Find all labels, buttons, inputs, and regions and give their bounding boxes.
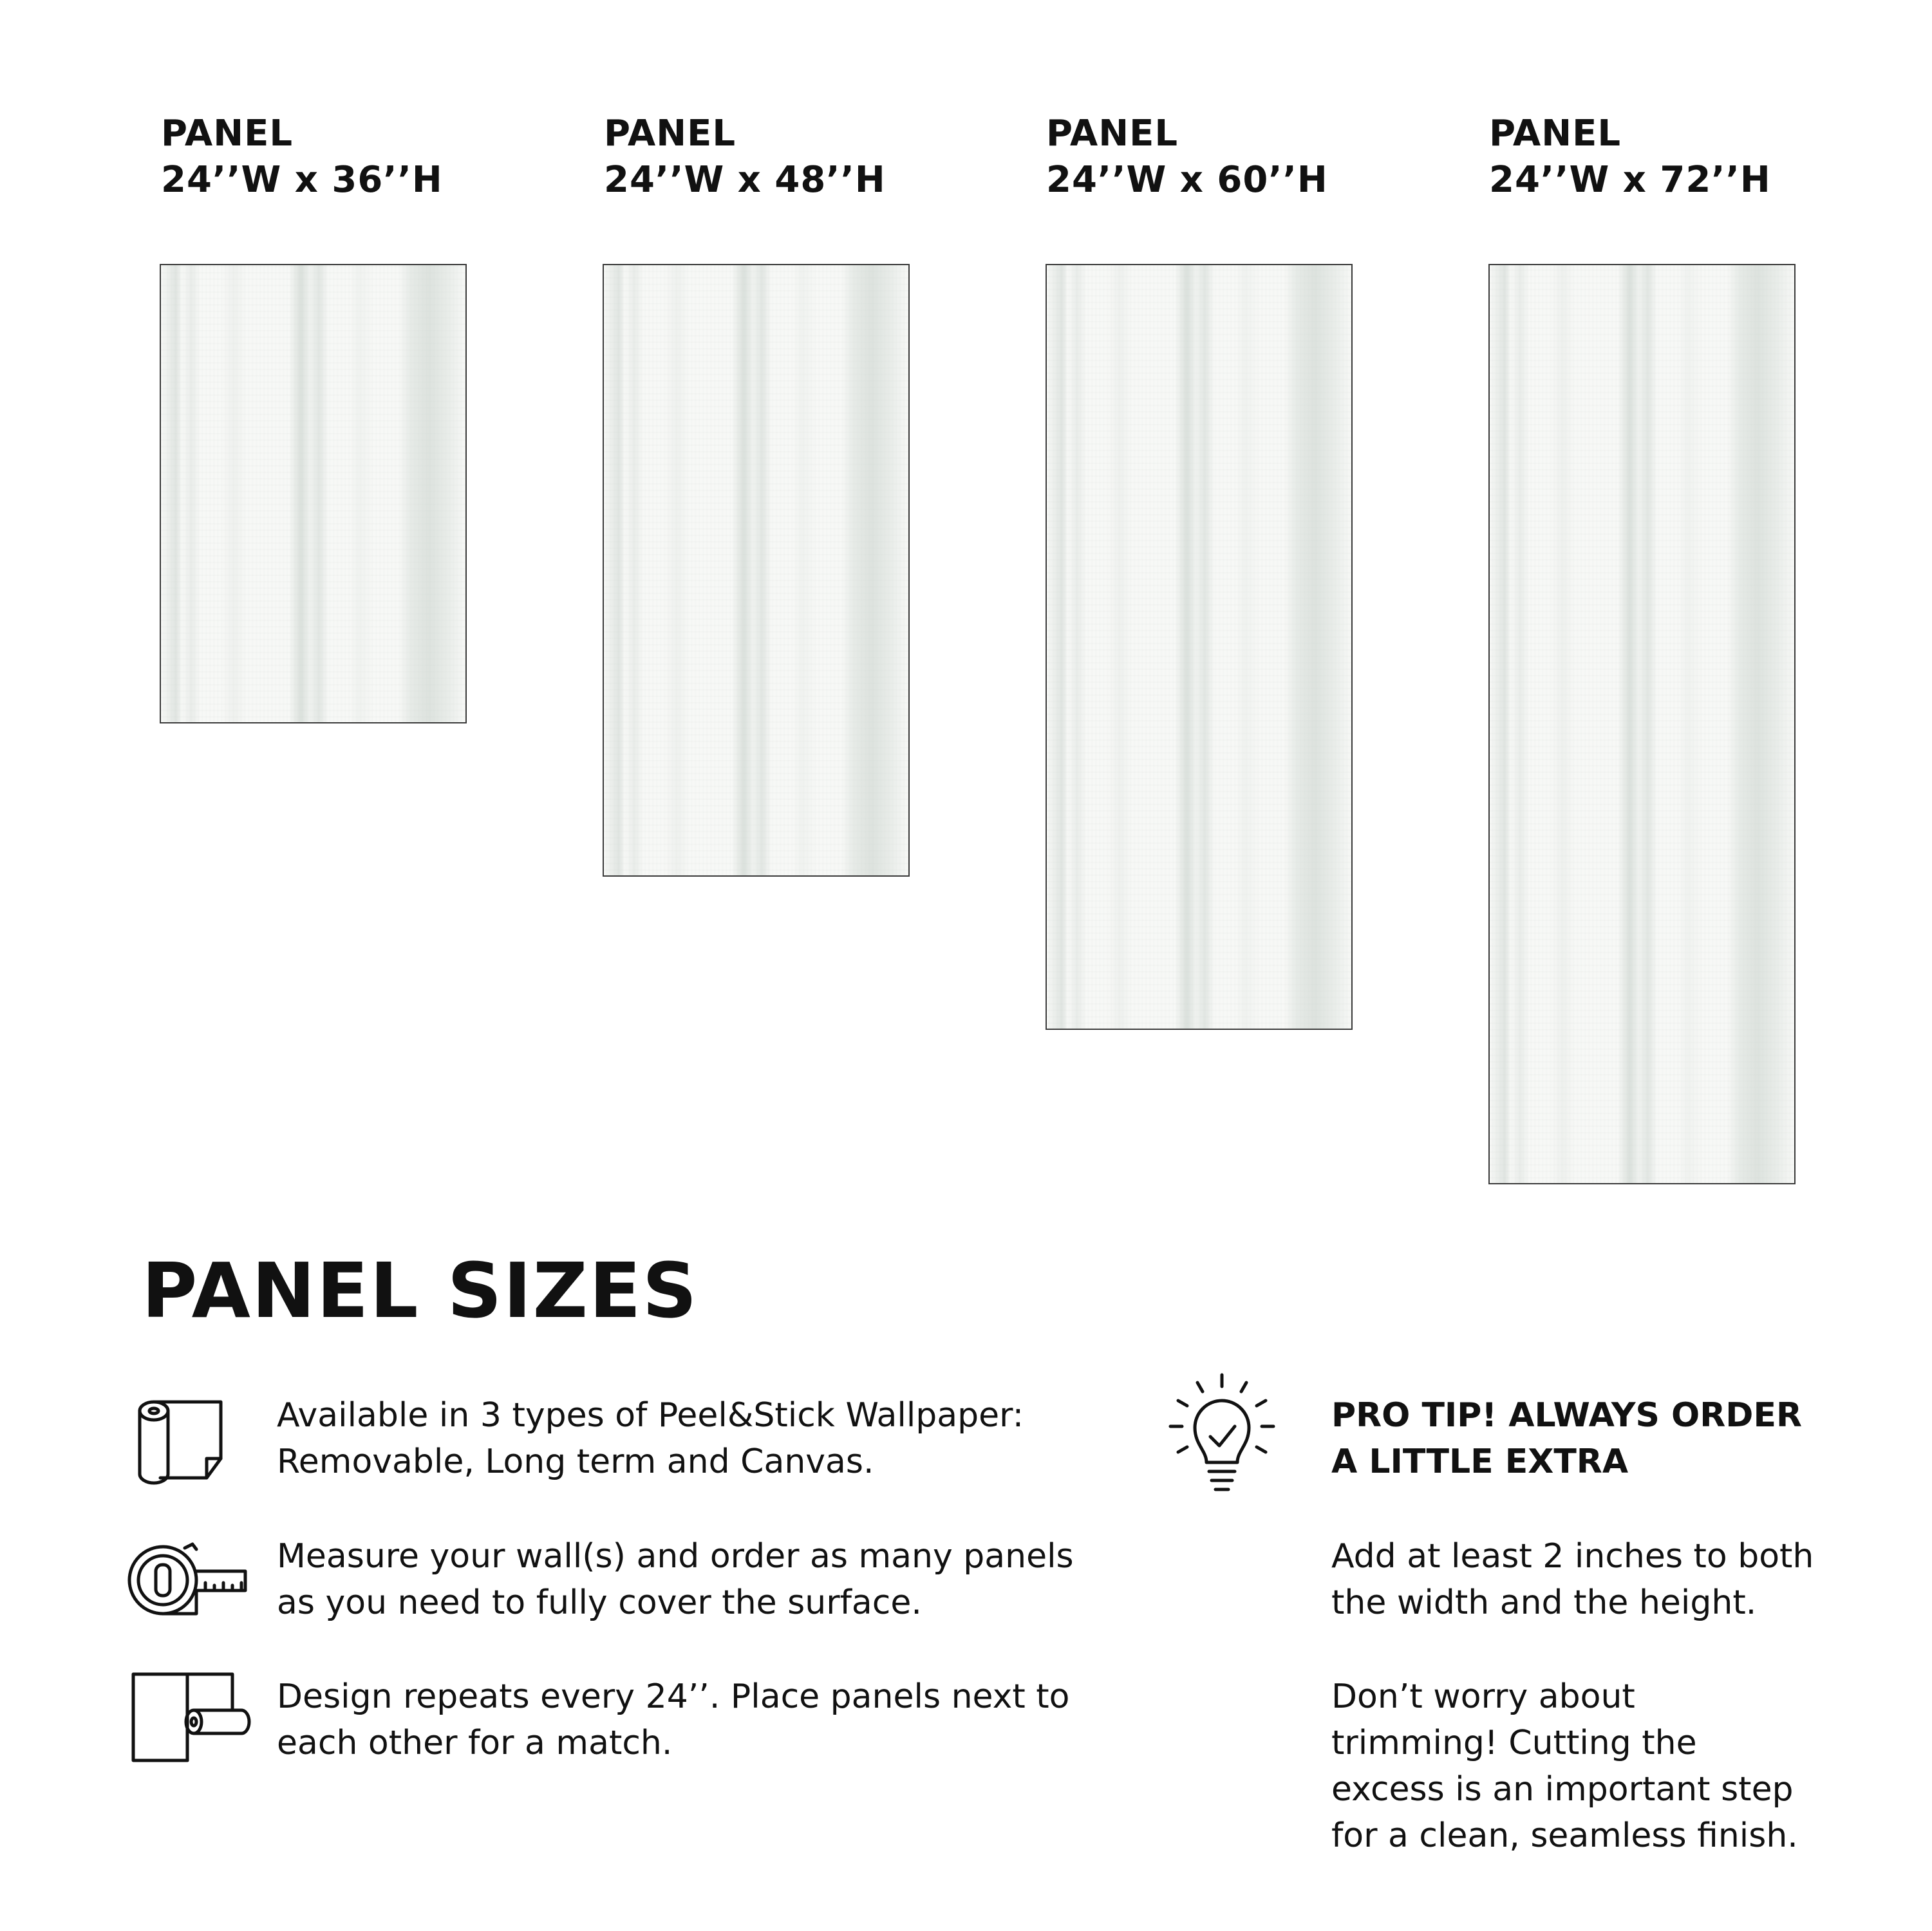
pro-tip-heading <box>1331 1392 1802 1485</box>
panel-repeat-icon <box>131 1670 253 1767</box>
panel-3-swatch <box>1046 264 1353 1030</box>
tape-measure-icon <box>126 1535 248 1625</box>
lightbulb-check-icon <box>1164 1371 1280 1500</box>
panel-4-swatch <box>1488 264 1796 1184</box>
feature-1-line-2: Removable, Long term and Canvas. <box>277 1442 874 1481</box>
feature-1-text <box>277 1392 1024 1485</box>
feature-2-line-1: Measure your wall(s) and order as many panels <box>277 1537 1074 1576</box>
feature-1-line-1: Available in 3 types of Peel&Stick Wallpaper: <box>277 1396 1024 1435</box>
pro-tip-p1-line-1: Add at least 2 inches to both <box>1331 1537 1814 1576</box>
panel-1-heading <box>161 111 443 203</box>
feature-3-line-1: Design repeats every 24’’. Place panels next to <box>277 1677 1070 1716</box>
panel-4-heading <box>1489 111 1771 203</box>
pro-tip-heading-line-1: PRO TIP! ALWAYS ORDER <box>1331 1396 1803 1435</box>
pro-tip-paragraph-2 <box>1331 1674 1798 1859</box>
feature-2-text <box>277 1533 1074 1626</box>
panel-1-label: PANEL <box>161 113 294 154</box>
pro-tip-heading-line-2: A LITTLE EXTRA <box>1331 1442 1629 1481</box>
pro-tip-p2-line-1: Don’t worry about <box>1331 1677 1635 1716</box>
panel-2-size: 24’’W x 48’’H <box>604 159 886 201</box>
section-title: PANEL SIZES <box>142 1246 699 1335</box>
feature-3-line-2: each other for a match. <box>277 1724 673 1762</box>
pro-tip-p2-line-4: for a clean, seamless finish. <box>1331 1816 1798 1855</box>
panel-3-label: PANEL <box>1046 113 1179 154</box>
pro-tip-p2-line-2: trimming! Cutting the <box>1331 1724 1697 1762</box>
wallpaper-roll-icon <box>132 1397 229 1487</box>
panel-4-size: 24’’W x 72’’H <box>1489 159 1771 201</box>
panel-1-swatch <box>160 264 467 723</box>
panel-4-label: PANEL <box>1489 113 1622 154</box>
panel-2-heading <box>604 111 886 203</box>
panel-2-swatch <box>603 264 910 877</box>
pro-tip-paragraph-1 <box>1331 1533 1814 1626</box>
pro-tip-p1-line-2: the width and the height. <box>1331 1583 1757 1622</box>
panel-3-heading <box>1046 111 1328 203</box>
panel-3-size: 24’’W x 60’’H <box>1046 159 1328 201</box>
pro-tip-p2-line-3: excess is an important step <box>1331 1770 1794 1809</box>
panel-1-size: 24’’W x 36’’H <box>161 159 443 201</box>
panel-2-label: PANEL <box>604 113 736 154</box>
feature-3-text <box>277 1674 1070 1766</box>
feature-2-line-2: as you need to fully cover the surface. <box>277 1583 922 1622</box>
